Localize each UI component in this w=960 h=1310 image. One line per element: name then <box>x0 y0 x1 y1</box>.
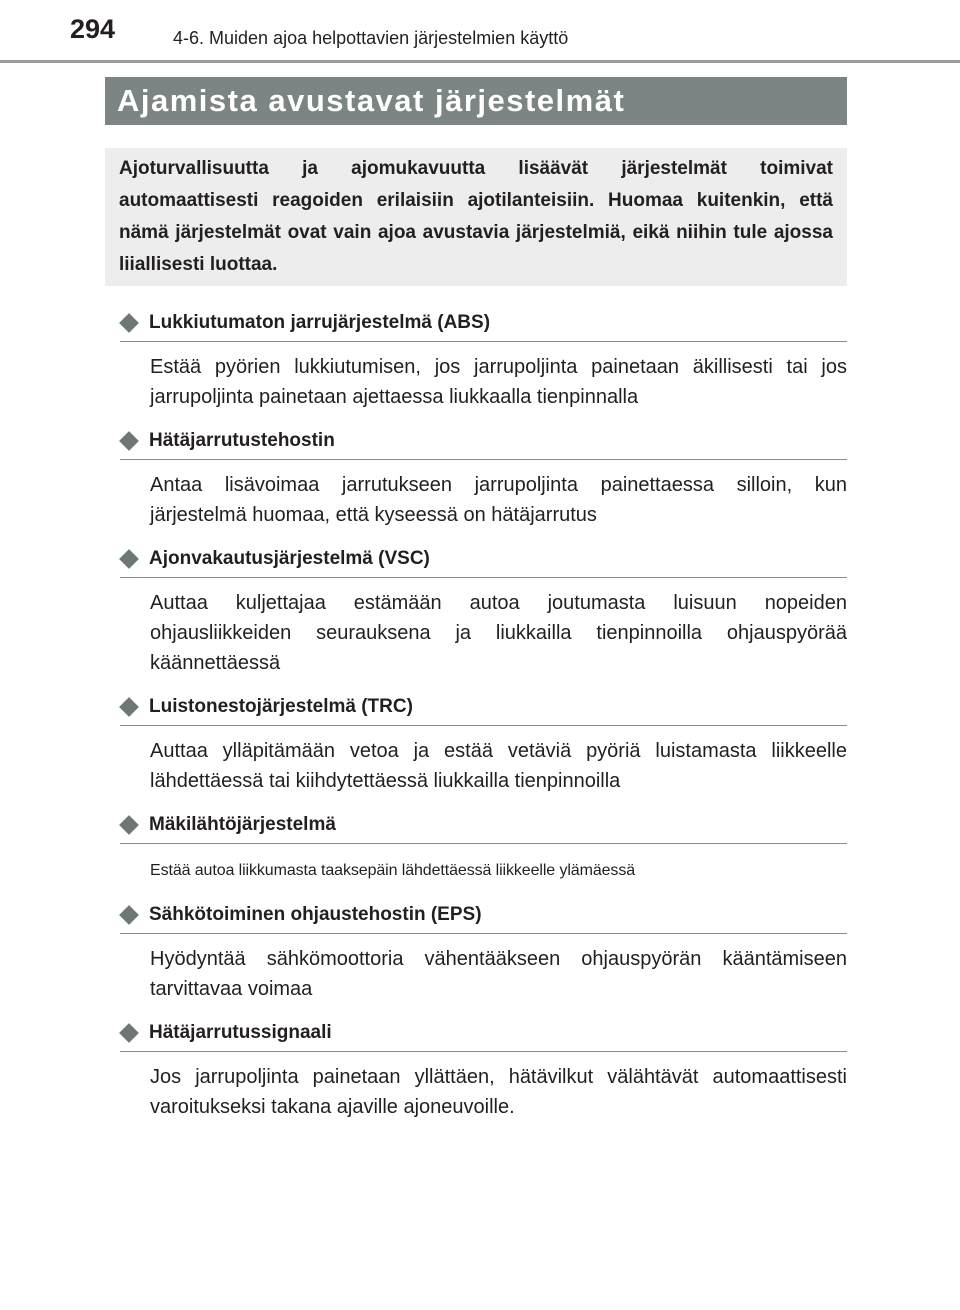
feature-title: Hätäjarrutussignaali <box>149 1021 332 1043</box>
section-title: Ajamista avustavat järjestelmät <box>105 77 847 125</box>
feature-title: Mäkilähtöjärjestelmä <box>149 813 336 835</box>
feature-heading <box>120 422 847 460</box>
feature-heading <box>120 896 847 934</box>
diamond-bullet-icon <box>119 549 139 569</box>
feature-heading <box>120 1014 847 1052</box>
feature-description: Jos jarrupoljinta painetaan yllättäen, hätävilkut välähtävät automaattisesti varoitukseksi takana ajaville ajoneuvoille. <box>150 1066 847 1118</box>
feature-heading <box>120 304 847 342</box>
feature-item-hill-start <box>120 806 847 886</box>
feature-title: Lukkiutumaton jarrujärjestelmä (ABS) <box>149 311 491 333</box>
diamond-bullet-icon <box>119 431 139 451</box>
feature-heading <box>120 540 847 578</box>
feature-description: Estää autoa liikkumasta taaksepäin lähdettäessä liikkeelle ylämäessä <box>150 862 636 879</box>
feature-item-emergency-signal <box>120 1014 847 1122</box>
feature-item-vsc <box>120 540 847 678</box>
feature-heading <box>120 688 847 726</box>
feature-item-abs <box>120 304 847 412</box>
feature-title: Ajonvakautusjärjestelmä (VSC) <box>149 547 430 569</box>
feature-heading <box>120 806 847 844</box>
feature-list <box>120 304 847 1122</box>
intro-text: Ajoturvallisuutta ja ajomukavuutta lisäävät järjestelmät toimivat automaattisesti reagoiden erilaisiin ajotilanteisiin. Huomaa kuitenkin, että nämä järjestelmät ovat vain ajoa avustavia järjestelmiä, eikä niihin tule ajossa liiallisesti luottaa. <box>119 158 833 275</box>
diamond-bullet-icon <box>119 697 139 717</box>
feature-description: Auttaa ylläpitämään vetoa ja estää vetäviä pyöriä luistamasta liikkeelle lähdettäessä tai kiihdytettäessä liukkailla tienpinnoilla <box>150 740 847 792</box>
intro-box <box>105 148 847 286</box>
header-rule <box>0 60 960 63</box>
feature-item-brake-assist <box>120 422 847 530</box>
feature-description: Auttaa kuljettajaa estämään autoa joutumasta luisuun nopeiden ohjausliikkeiden seurauksena ja liukkailla tienpinnoilla ohjauspyörää käännettäessä <box>150 592 847 674</box>
diamond-bullet-icon <box>119 1023 139 1043</box>
diamond-bullet-icon <box>119 905 139 925</box>
feature-description: Estää pyörien lukkiutumisen, jos jarrupoljinta painetaan äkillisesti tai jos jarrupoljinta painetaan ajettaessa liukkaalla tienpinnalla <box>150 356 847 408</box>
feature-title: Luistonestojärjestelmä (TRC) <box>149 695 413 717</box>
feature-title: Hätäjarrutustehostin <box>149 429 335 451</box>
feature-title: Sähkötoiminen ohjaustehostin (EPS) <box>149 903 482 925</box>
feature-description: Hyödyntää sähkömoottoria vähentääkseen ohjauspyörän kääntämiseen tarvittavaa voimaa <box>150 948 847 1000</box>
diamond-bullet-icon <box>119 815 139 835</box>
page-number: 294 <box>70 14 116 44</box>
chapter-title: 4-6. Muiden ajoa helpottavien järjestelmien käyttö <box>173 28 569 48</box>
feature-item-trc <box>120 688 847 796</box>
feature-item-eps <box>120 896 847 1004</box>
diamond-bullet-icon <box>119 313 139 333</box>
feature-description: Antaa lisävoimaa jarrutukseen jarrupoljinta painettaessa silloin, kun järjestelmä huomaa, että kyseessä on hätäjarrutus <box>150 474 847 526</box>
